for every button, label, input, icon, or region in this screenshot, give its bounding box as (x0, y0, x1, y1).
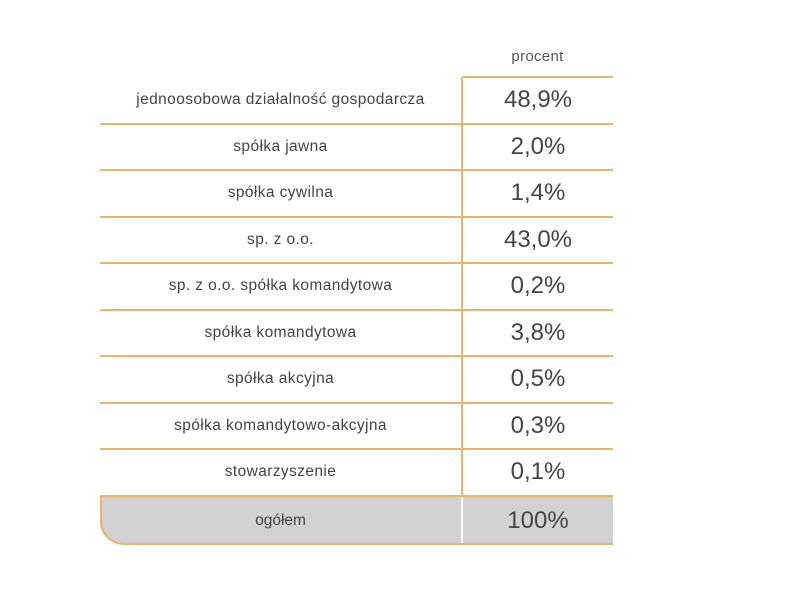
row-value: 0,3% (510, 411, 566, 439)
row-label: spółka komandytowo-akcyjna (174, 416, 387, 434)
row-label: spółka akcyjna (226, 370, 335, 387)
table-row (100, 263, 613, 309)
table-row (100, 356, 613, 402)
total-row (100, 497, 613, 544)
row-value: 0,5% (510, 365, 566, 392)
table-row (100, 77, 613, 123)
table-row (100, 170, 613, 216)
row-value: 1,4% (510, 179, 566, 206)
table-row (100, 449, 613, 495)
row-value: 0,1% (510, 458, 566, 485)
row-value: 43,0% (503, 225, 573, 253)
row-label: jednoosobowa działalność gospodarcza (136, 91, 425, 108)
row-label: sp. z o.o. spółka komandytowa (168, 277, 393, 294)
row-value: 48,9% (503, 86, 573, 113)
row-label: stowarzyszenie (224, 463, 337, 480)
table-row (100, 310, 613, 356)
row-label: sp. z o.o. (247, 230, 314, 248)
table-row (100, 124, 613, 170)
row-label: spółka jawna (233, 137, 328, 155)
column-header-procent: procent (511, 48, 564, 65)
table-row (100, 403, 613, 449)
data-table (100, 0, 613, 560)
table-row (100, 217, 613, 263)
row-value: 2,0% (510, 132, 566, 160)
row-label: spółka komandytowa (204, 323, 357, 341)
row-value: 3,8% (510, 318, 566, 346)
total-label: ogółem (255, 512, 306, 529)
row-value: 0,2% (510, 272, 566, 299)
total-value: 100% (507, 507, 569, 534)
row-label: spółka cywilna (227, 184, 334, 201)
